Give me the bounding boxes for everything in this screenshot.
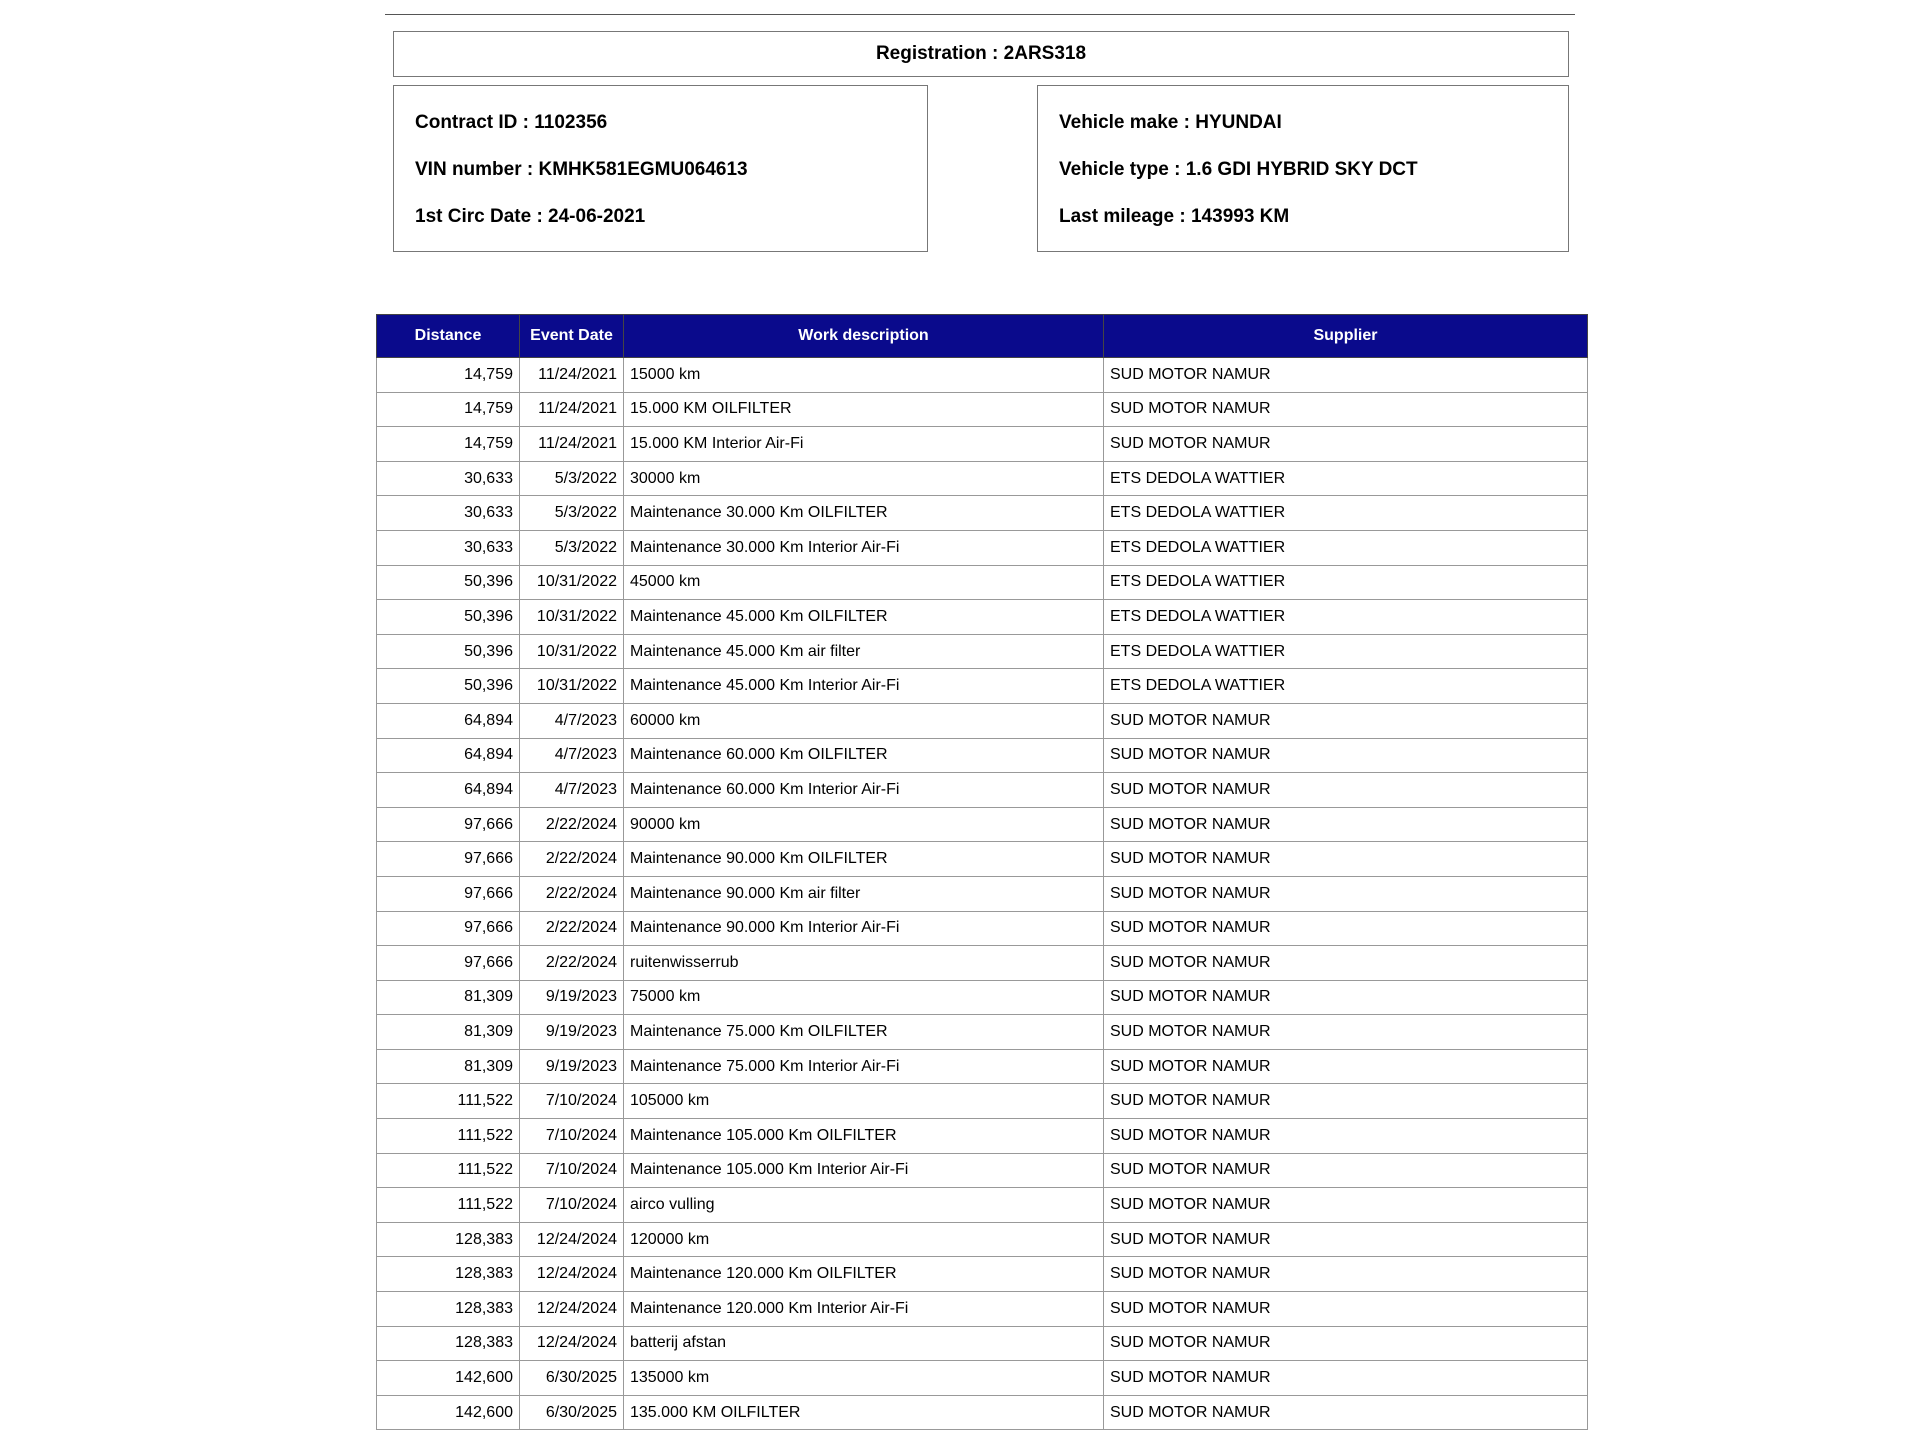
cell-distance: 64,894 xyxy=(377,773,520,808)
cell-distance: 111,522 xyxy=(377,1119,520,1154)
cell-work-description: Maintenance 90.000 Km OILFILTER xyxy=(624,842,1104,877)
cell-distance: 81,309 xyxy=(377,1049,520,1084)
cell-distance: 111,522 xyxy=(377,1153,520,1188)
table-row xyxy=(377,1292,1588,1327)
cell-supplier: SUD MOTOR NAMUR xyxy=(1104,980,1588,1015)
header-supplier: Supplier xyxy=(1104,315,1588,358)
cell-work-description: 105000 km xyxy=(624,1084,1104,1119)
cell-supplier: SUD MOTOR NAMUR xyxy=(1104,842,1588,877)
cell-event-date: 7/10/2024 xyxy=(520,1153,624,1188)
cell-event-date: 6/30/2025 xyxy=(520,1361,624,1396)
cell-work-description: Maintenance 45.000 Km OILFILTER xyxy=(624,600,1104,635)
cell-event-date: 5/3/2022 xyxy=(520,530,624,565)
cell-distance: 14,759 xyxy=(377,427,520,462)
contract-id: Contract ID : 1102356 xyxy=(415,112,608,133)
cell-supplier: SUD MOTOR NAMUR xyxy=(1104,358,1588,393)
cell-distance: 128,383 xyxy=(377,1222,520,1257)
header-event-date: Event Date xyxy=(520,315,624,358)
vehicle-type: Vehicle type : 1.6 GDI HYBRID SKY DCT xyxy=(1059,159,1418,180)
cell-event-date: 5/3/2022 xyxy=(520,461,624,496)
top-divider xyxy=(385,14,1575,15)
cell-distance: 50,396 xyxy=(377,565,520,600)
cell-supplier: SUD MOTOR NAMUR xyxy=(1104,427,1588,462)
cell-distance: 97,666 xyxy=(377,876,520,911)
cell-event-date: 7/10/2024 xyxy=(520,1119,624,1154)
cell-supplier: SUD MOTOR NAMUR xyxy=(1104,1257,1588,1292)
cell-work-description: 120000 km xyxy=(624,1222,1104,1257)
cell-work-description: Maintenance 30.000 Km Interior Air-Fi xyxy=(624,530,1104,565)
cell-distance: 50,396 xyxy=(377,600,520,635)
table-row xyxy=(377,461,1588,496)
cell-work-description: 75000 km xyxy=(624,980,1104,1015)
table-row xyxy=(377,1326,1588,1361)
table-row xyxy=(377,496,1588,531)
header-distance: Distance xyxy=(377,315,520,358)
cell-event-date: 4/7/2023 xyxy=(520,773,624,808)
cell-work-description: 15000 km xyxy=(624,358,1104,393)
cell-work-description: Maintenance 30.000 Km OILFILTER xyxy=(624,496,1104,531)
cell-work-description: Maintenance 75.000 Km OILFILTER xyxy=(624,1015,1104,1050)
cell-distance: 30,633 xyxy=(377,530,520,565)
cell-distance: 111,522 xyxy=(377,1084,520,1119)
table-row xyxy=(377,1153,1588,1188)
table-row xyxy=(377,1257,1588,1292)
cell-work-description: Maintenance 60.000 Km Interior Air-Fi xyxy=(624,773,1104,808)
cell-supplier: ETS DEDOLA WATTIER xyxy=(1104,600,1588,635)
maintenance-history-table xyxy=(376,314,1588,1430)
cell-event-date: 12/24/2024 xyxy=(520,1326,624,1361)
cell-supplier: SUD MOTOR NAMUR xyxy=(1104,1222,1588,1257)
cell-event-date: 9/19/2023 xyxy=(520,1015,624,1050)
table-row xyxy=(377,427,1588,462)
cell-supplier: ETS DEDOLA WATTIER xyxy=(1104,461,1588,496)
cell-event-date: 7/10/2024 xyxy=(520,1188,624,1223)
table-row xyxy=(377,911,1588,946)
cell-distance: 97,666 xyxy=(377,946,520,981)
table-row xyxy=(377,1361,1588,1396)
cell-event-date: 5/3/2022 xyxy=(520,496,624,531)
table-row xyxy=(377,1222,1588,1257)
cell-event-date: 12/24/2024 xyxy=(520,1222,624,1257)
vehicle-info-box xyxy=(1037,85,1569,252)
cell-event-date: 2/22/2024 xyxy=(520,946,624,981)
cell-distance: 142,600 xyxy=(377,1395,520,1430)
cell-supplier: SUD MOTOR NAMUR xyxy=(1104,807,1588,842)
cell-distance: 14,759 xyxy=(377,392,520,427)
cell-supplier: SUD MOTOR NAMUR xyxy=(1104,738,1588,773)
cell-distance: 64,894 xyxy=(377,738,520,773)
cell-supplier: SUD MOTOR NAMUR xyxy=(1104,392,1588,427)
cell-event-date: 2/22/2024 xyxy=(520,876,624,911)
contract-info-box xyxy=(393,85,928,252)
cell-event-date: 7/10/2024 xyxy=(520,1084,624,1119)
cell-work-description: ruitenwisserrub xyxy=(624,946,1104,981)
cell-distance: 111,522 xyxy=(377,1188,520,1223)
cell-supplier: ETS DEDOLA WATTIER xyxy=(1104,496,1588,531)
cell-distance: 14,759 xyxy=(377,358,520,393)
cell-supplier: SUD MOTOR NAMUR xyxy=(1104,1188,1588,1223)
cell-work-description: Maintenance 105.000 Km OILFILTER xyxy=(624,1119,1104,1154)
cell-event-date: 9/19/2023 xyxy=(520,1049,624,1084)
cell-event-date: 10/31/2022 xyxy=(520,669,624,704)
cell-distance: 97,666 xyxy=(377,911,520,946)
cell-supplier: SUD MOTOR NAMUR xyxy=(1104,1395,1588,1430)
table-row xyxy=(377,1049,1588,1084)
cell-event-date: 2/22/2024 xyxy=(520,807,624,842)
cell-distance: 50,396 xyxy=(377,634,520,669)
cell-distance: 50,396 xyxy=(377,669,520,704)
cell-event-date: 2/22/2024 xyxy=(520,842,624,877)
cell-supplier: SUD MOTOR NAMUR xyxy=(1104,1049,1588,1084)
cell-supplier: ETS DEDOLA WATTIER xyxy=(1104,669,1588,704)
table-row xyxy=(377,669,1588,704)
cell-event-date: 10/31/2022 xyxy=(520,600,624,635)
cell-work-description: 90000 km xyxy=(624,807,1104,842)
cell-event-date: 10/31/2022 xyxy=(520,565,624,600)
table-row xyxy=(377,530,1588,565)
table-row xyxy=(377,634,1588,669)
cell-work-description: airco vulling xyxy=(624,1188,1104,1223)
cell-event-date: 6/30/2025 xyxy=(520,1395,624,1430)
table-row xyxy=(377,876,1588,911)
cell-work-description: Maintenance 60.000 Km OILFILTER xyxy=(624,738,1104,773)
cell-supplier: ETS DEDOLA WATTIER xyxy=(1104,634,1588,669)
cell-supplier: SUD MOTOR NAMUR xyxy=(1104,876,1588,911)
table-row xyxy=(377,807,1588,842)
cell-supplier: SUD MOTOR NAMUR xyxy=(1104,1119,1588,1154)
cell-distance: 97,666 xyxy=(377,842,520,877)
table-row xyxy=(377,1084,1588,1119)
cell-distance: 81,309 xyxy=(377,980,520,1015)
table-header-row xyxy=(377,315,1588,358)
cell-distance: 64,894 xyxy=(377,703,520,738)
cell-distance: 142,600 xyxy=(377,1361,520,1396)
cell-supplier: SUD MOTOR NAMUR xyxy=(1104,703,1588,738)
cell-supplier: SUD MOTOR NAMUR xyxy=(1104,1292,1588,1327)
cell-distance: 30,633 xyxy=(377,461,520,496)
cell-work-description: 60000 km xyxy=(624,703,1104,738)
table-body xyxy=(377,358,1588,1430)
cell-event-date: 4/7/2023 xyxy=(520,703,624,738)
cell-supplier: SUD MOTOR NAMUR xyxy=(1104,1326,1588,1361)
cell-event-date: 11/24/2021 xyxy=(520,358,624,393)
cell-supplier: SUD MOTOR NAMUR xyxy=(1104,1015,1588,1050)
cell-event-date: 11/24/2021 xyxy=(520,427,624,462)
table-row xyxy=(377,946,1588,981)
table-row xyxy=(377,842,1588,877)
table-row xyxy=(377,358,1588,393)
table-row xyxy=(377,703,1588,738)
registration-label: Registration : 2ARS318 xyxy=(875,43,1087,64)
cell-supplier: SUD MOTOR NAMUR xyxy=(1104,773,1588,808)
table-row xyxy=(377,738,1588,773)
cell-distance: 97,666 xyxy=(377,807,520,842)
first-circ-date: 1st Circ Date : 24-06-2021 xyxy=(415,206,646,227)
cell-work-description: Maintenance 75.000 Km Interior Air-Fi xyxy=(624,1049,1104,1084)
cell-work-description: Maintenance 45.000 Km air filter xyxy=(624,634,1104,669)
table-row xyxy=(377,392,1588,427)
registration-box xyxy=(393,31,1569,77)
cell-supplier: SUD MOTOR NAMUR xyxy=(1104,1084,1588,1119)
table-row xyxy=(377,1395,1588,1430)
cell-supplier: ETS DEDOLA WATTIER xyxy=(1104,565,1588,600)
header-work-description: Work description xyxy=(624,315,1104,358)
vin-number: VIN number : KMHK581EGMU064613 xyxy=(415,159,748,180)
cell-work-description: 30000 km xyxy=(624,461,1104,496)
table-row xyxy=(377,1119,1588,1154)
cell-work-description: 15.000 KM OILFILTER xyxy=(624,392,1104,427)
cell-event-date: 2/22/2024 xyxy=(520,911,624,946)
cell-work-description: Maintenance 105.000 Km Interior Air-Fi xyxy=(624,1153,1104,1188)
cell-work-description: 45000 km xyxy=(624,565,1104,600)
cell-supplier: SUD MOTOR NAMUR xyxy=(1104,1361,1588,1396)
cell-distance: 128,383 xyxy=(377,1292,520,1327)
cell-event-date: 11/24/2021 xyxy=(520,392,624,427)
cell-work-description: Maintenance 120.000 Km Interior Air-Fi xyxy=(624,1292,1104,1327)
cell-supplier: SUD MOTOR NAMUR xyxy=(1104,1153,1588,1188)
cell-event-date: 12/24/2024 xyxy=(520,1292,624,1327)
cell-supplier: ETS DEDOLA WATTIER xyxy=(1104,530,1588,565)
table-row xyxy=(377,1015,1588,1050)
table-row xyxy=(377,1188,1588,1223)
cell-work-description: Maintenance 90.000 Km air filter xyxy=(624,876,1104,911)
cell-work-description: Maintenance 120.000 Km OILFILTER xyxy=(624,1257,1104,1292)
cell-work-description: 135.000 KM OILFILTER xyxy=(624,1395,1104,1430)
cell-event-date: 10/31/2022 xyxy=(520,634,624,669)
cell-distance: 128,383 xyxy=(377,1257,520,1292)
cell-work-description: 15.000 KM Interior Air-Fi xyxy=(624,427,1104,462)
vehicle-make: Vehicle make : HYUNDAI xyxy=(1059,112,1282,133)
table-row xyxy=(377,565,1588,600)
cell-supplier: SUD MOTOR NAMUR xyxy=(1104,946,1588,981)
cell-work-description: 135000 km xyxy=(624,1361,1104,1396)
cell-distance: 30,633 xyxy=(377,496,520,531)
cell-distance: 128,383 xyxy=(377,1326,520,1361)
cell-supplier: SUD MOTOR NAMUR xyxy=(1104,911,1588,946)
cell-event-date: 9/19/2023 xyxy=(520,980,624,1015)
cell-work-description: Maintenance 45.000 Km Interior Air-Fi xyxy=(624,669,1104,704)
table-row xyxy=(377,600,1588,635)
cell-distance: 81,309 xyxy=(377,1015,520,1050)
last-mileage: Last mileage : 143993 KM xyxy=(1059,206,1290,227)
cell-work-description: batterij afstan xyxy=(624,1326,1104,1361)
cell-event-date: 4/7/2023 xyxy=(520,738,624,773)
table-row xyxy=(377,773,1588,808)
table-row xyxy=(377,980,1588,1015)
cell-event-date: 12/24/2024 xyxy=(520,1257,624,1292)
cell-work-description: Maintenance 90.000 Km Interior Air-Fi xyxy=(624,911,1104,946)
